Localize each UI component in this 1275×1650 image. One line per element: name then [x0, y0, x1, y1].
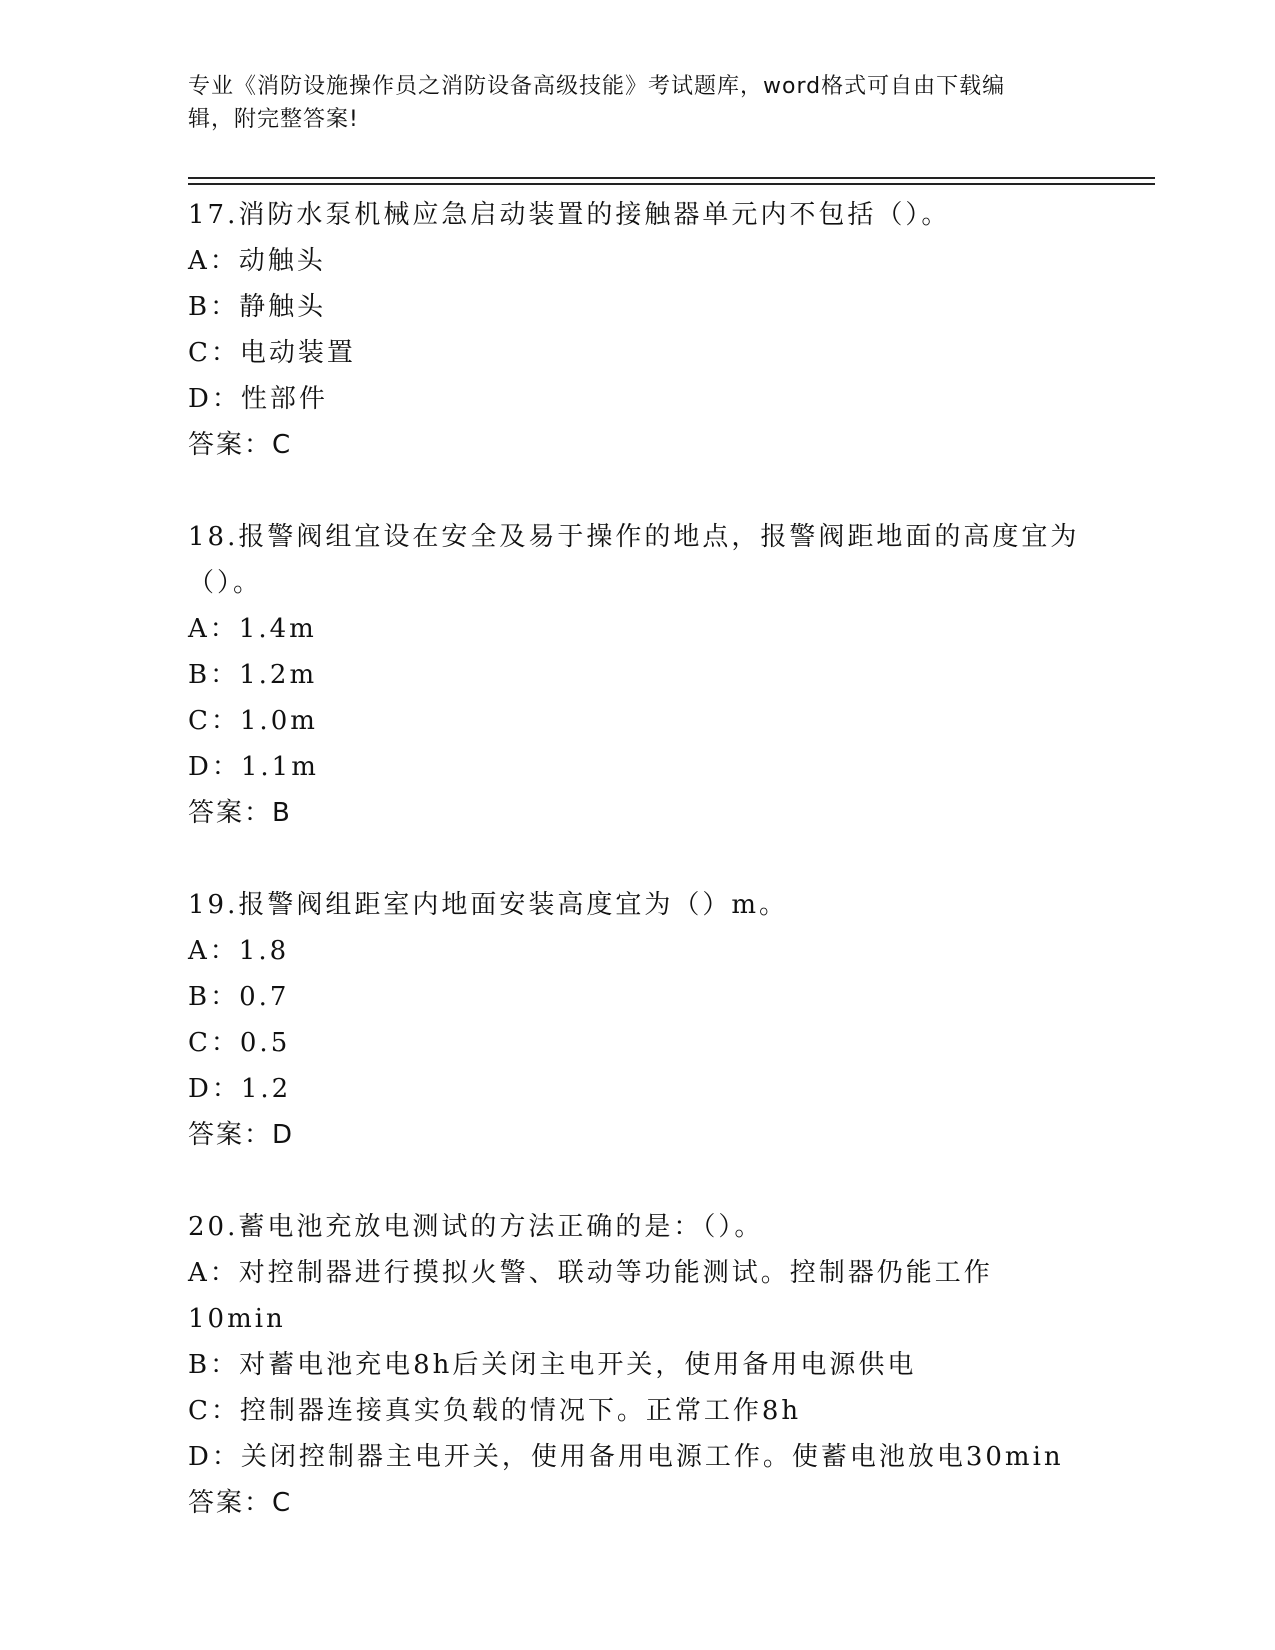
- option-b: B：对蓄电池充电8h后关闭主电开关，使用备用电源供电: [188, 1350, 917, 1380]
- question-stem: 20.蓄电池充放电测试的方法正确的是：（）。: [188, 1212, 764, 1242]
- option-a: A：1.4m: [188, 614, 317, 644]
- option-a: A：1.8: [188, 936, 290, 966]
- option-c: C：电动装置: [188, 338, 356, 368]
- header-line-1: 专业《消防设施操作员之消防设备高级技能》考试题库，word格式可自由下载编: [188, 74, 1006, 99]
- question-stem: 18.报警阀组宜设在安全及易于操作的地点，报警阀距地面的高度宜为（）。: [188, 522, 1080, 598]
- option-b: B：1.2m: [188, 660, 318, 690]
- answer-line: 答案：D: [188, 1120, 295, 1150]
- option-c: C：1.0m: [188, 706, 318, 736]
- question-19: [188, 882, 1088, 1158]
- option-d: D：1.1m: [188, 752, 319, 782]
- document-header: [188, 70, 1088, 136]
- question-17: [188, 192, 1088, 468]
- answer-line: 答案：C: [188, 1488, 293, 1518]
- question-stem: 17.消防水泵机械应急启动装置的接触器单元内不包括（）。: [188, 200, 951, 230]
- header-line-2: 辑，附完整答案!: [188, 107, 359, 132]
- option-d: D：性部件: [188, 384, 328, 414]
- option-c: C：控制器连接真实负载的情况下。正常工作8h: [188, 1396, 802, 1426]
- option-d: D：1.2: [188, 1074, 292, 1104]
- option-b: B：0.7: [188, 982, 290, 1012]
- option-a: A：对控制器进行摸拟火警、联动等功能测试。控制器仍能工作10min: [188, 1258, 993, 1334]
- header-divider-bottom: [188, 183, 1155, 185]
- option-b: B：静触头: [188, 292, 327, 322]
- question-18: [188, 514, 1088, 836]
- option-a: A：动触头: [188, 246, 326, 276]
- option-c: C：0.5: [188, 1028, 291, 1058]
- answer-line: 答案：B: [188, 798, 292, 828]
- option-d: D：关闭控制器主电开关，使用备用电源工作。使蓄电池放电30min: [188, 1442, 1064, 1472]
- question-20: [188, 1204, 1088, 1526]
- question-stem: 19.报警阀组距室内地面安装高度宜为（）m。: [188, 890, 789, 920]
- header-divider-top: [188, 177, 1155, 179]
- answer-line: 答案：C: [188, 430, 293, 460]
- question-list: [188, 192, 1088, 1572]
